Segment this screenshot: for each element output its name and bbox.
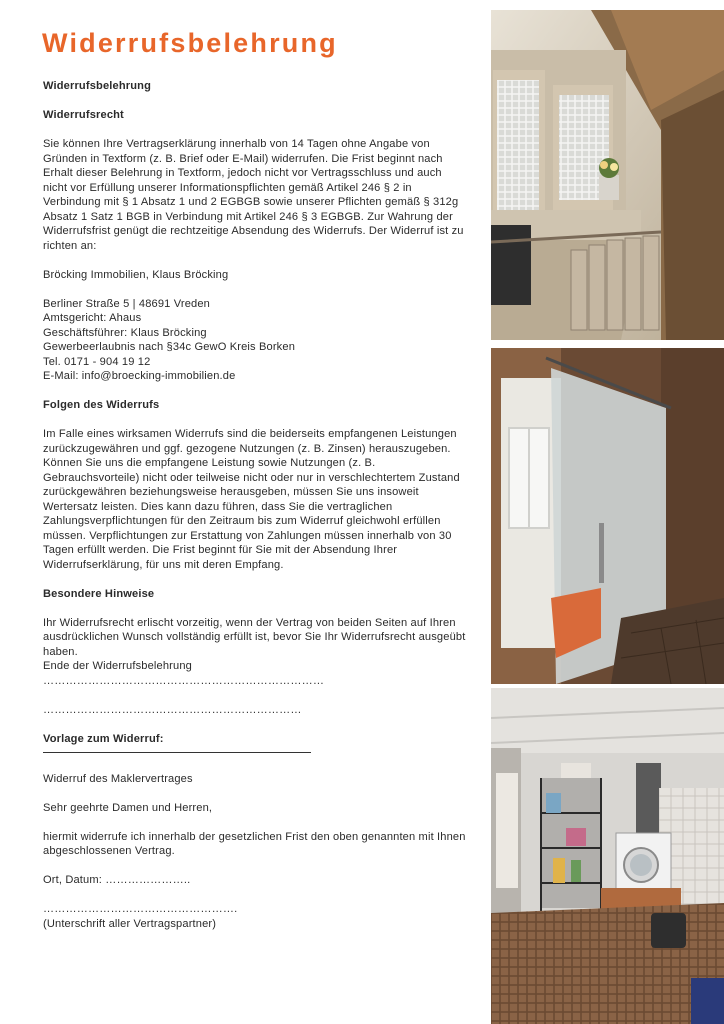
heading-widerrufsrecht: Widerrufsrecht [43,109,124,121]
heading-vorlage: Vorlage zum Widerruf: [43,732,164,745]
phone-line: Tel. 0171 - 904 19 12 [43,355,151,368]
place-date: Ort, Datum: ………………….. [43,874,191,886]
address-block [43,297,468,384]
text-column [43,79,468,931]
license-line: Gewerbeerlaubnis nach §34c GewO Kreis Borken [43,341,296,353]
page-title: Widerrufsbelehrung [42,28,338,58]
signature-label: (Unterschrift aller Vertragspartner) [43,917,217,930]
address-line: Berliner Straße 5 | 48691 Vreden [43,297,210,310]
paragraph-hinweise: Ihr Widerrufsrecht erlischt vorzeitig, wenn der Vertrag von beiden Seiten auf Ihren ausdrücklichen Wunsch vollständig erfüllt ist, bevor Sie Ihr Widerrufsrecht ausgeübt haben. [43,616,466,658]
photo-glass-door [491,348,724,684]
salutation: Sehr geehrte Damen und Herren, [43,801,213,814]
photo-window-radiator [491,10,724,340]
paragraph-widerrufsrecht: Sie können Ihre Vertragserklärung innerhalb von 14 Tagen ohne Angabe von Gründen in Textform (z. B. Brief oder E-Mail) widerrufen. Die Frist beginnt nach Erhalt dieser Belehrung in Textform, jedoch nicht vor Vertragsschluss und auch nicht vor Erfüllung unserer Informationspflichten gemäß Artikel 246 § 2 in Verbindung mit § 1 Absatz 1 und 2 EGBGB sowie unserer Pflichten gemäß § 312g Absatz 1 Satz 1 BGB in Verbindung mit Artikel 246 § 3 EGBGB. Zur Wahrung der Widerrufsfrist genügt die rechtzeitige Absendung des Widerrufs. Der Widerruf ist zu richten an: [43,138,464,252]
heading-folgen: Folgen des Widerrufs [43,399,160,411]
underline-divider [43,746,311,753]
photo-laundry-room [491,688,724,1024]
dotted-line: …………………………………………………………… [43,703,302,716]
heading-widerrufsbelehrung: Widerrufsbelehrung [43,80,151,92]
company-name: Bröcking Immobilien, Klaus Bröcking [43,268,229,281]
heading-hinweise: Besondere Hinweise [43,587,155,600]
email-line: E-Mail: info@broecking-immobilien.de [43,370,236,382]
template-title: Widerruf des Maklervertrages [43,772,193,785]
paragraph-folgen: Im Falle eines wirksamen Widerrufs sind die beiderseits empfangenen Leistungen zurückzugewähren und ggf. gezogene Nutzungen (z. B. Zinsen) herauszugeben. Können Sie uns die empfangene Leistung sowie Nutzungen (z. B. Gebrauchsvorteile) nicht oder teilweise nicht oder nur in verschlechtertem Zustand zurückgewähren beziehungsweise herausgeben, müssen Sie uns insoweit Wertersatz leisten. Dies kann dazu führen, dass Sie die vertraglichen Zahlungsverpflichtungen für den Zeitraum bis zum Widerruf gleichwohl erfüllen müssen. Verpflichtungen zur Erstattung von Zahlungen müssen innerhalb von 30 Tagen erfüllt werden. Die Frist beginnt für Sie mit der Absendung Ihrer Widerrufserklärung, für uns mit deren Empfang. [43,428,460,571]
manager-line: Geschäftsführer: Klaus Bröcking [43,326,207,339]
end-text: Ende der Widerrufsbelehrung [43,660,192,672]
template-body: hiermit widerrufe ich innerhalb der gesetzlichen Frist den oben genannten mit Ihnen abgeschlossenen Vertrag. [43,830,466,857]
court-line: Amtsgericht: Ahaus [43,312,142,324]
dotted-line: ………………………………………………………………… [43,674,325,687]
signature-dots: ……………………………………………. [43,903,238,915]
